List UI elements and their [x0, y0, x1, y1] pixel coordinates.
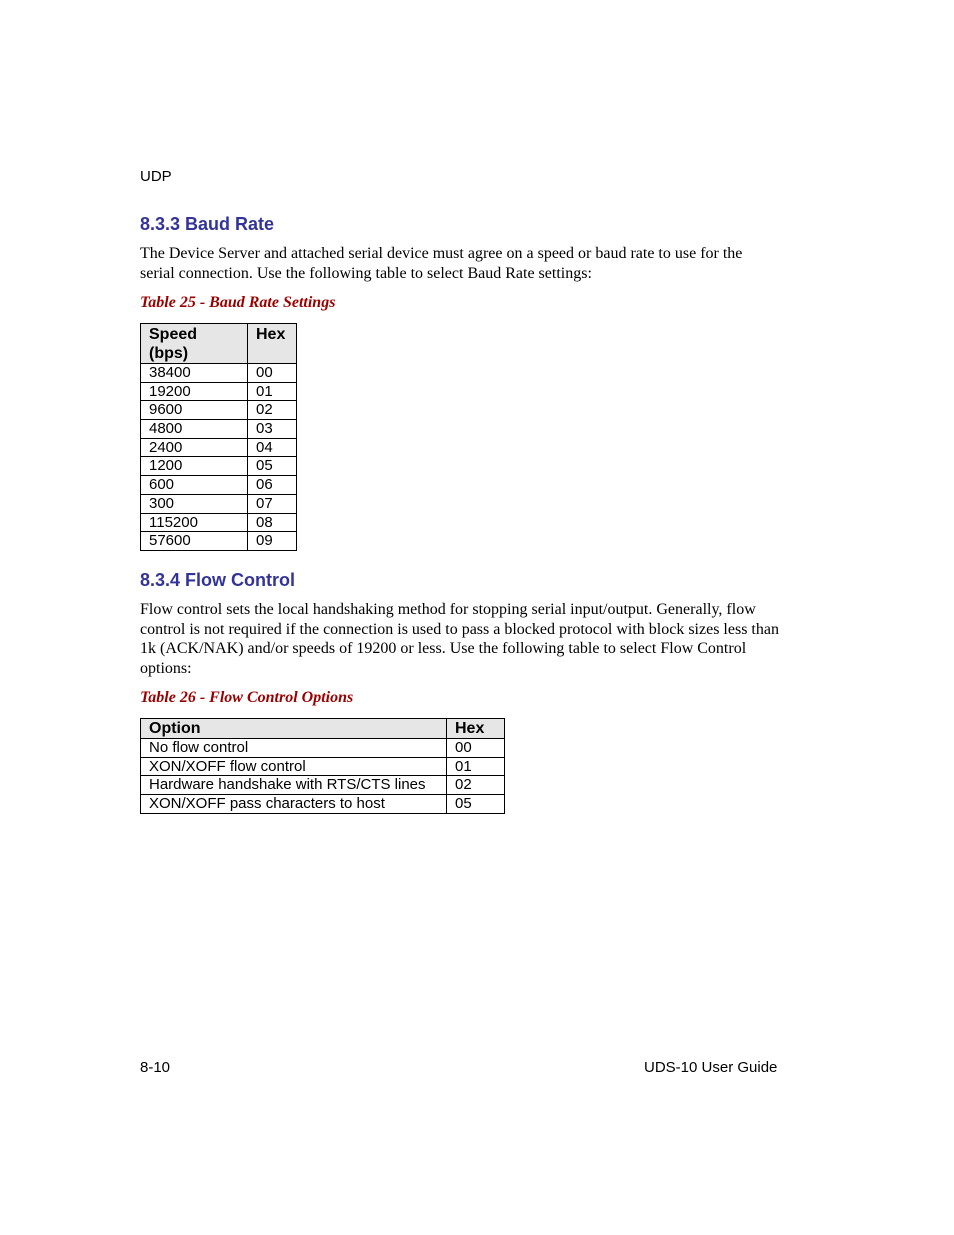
option-cell: XON/XOFF flow control [141, 757, 447, 776]
table-row [141, 382, 297, 401]
table-row [141, 364, 297, 383]
baud-rate-table-caption: Table 25 - Baud Rate Settings [140, 294, 336, 311]
hex-cell: 02 [447, 776, 505, 795]
baud-rate-paragraph: The Device Server and attached serial device must agree on a speed or baud rate to use for the serial connection. Use the following table to select Baud Rate settings: [140, 245, 743, 282]
option-cell: XON/XOFF pass characters to host [141, 795, 447, 814]
table-row [141, 438, 297, 457]
table-row [141, 757, 505, 776]
previous-section-text: UDP [140, 168, 172, 185]
table-row [141, 532, 297, 551]
hex-cell: 06 [248, 476, 297, 495]
speed-cell: 300 [141, 494, 248, 513]
flow-control-table-caption: Table 26 - Flow Control Options [140, 689, 354, 706]
table-row [141, 420, 297, 439]
hex-cell: 05 [447, 795, 505, 814]
speed-cell: 57600 [141, 532, 248, 551]
column-header-hex: Hex [248, 324, 297, 364]
table-row [141, 457, 297, 476]
document-title-footer: UDS-10 User Guide [644, 1059, 778, 1076]
speed-cell: 4800 [141, 420, 248, 439]
hex-cell: 04 [248, 438, 297, 457]
speed-cell: 2400 [141, 438, 248, 457]
speed-cell: 19200 [141, 382, 248, 401]
section-heading-baud-rate: 8.3.3 Baud Rate [140, 214, 275, 234]
table-header-row [141, 324, 297, 364]
column-header-option: Option [141, 719, 447, 739]
hex-cell: 01 [248, 382, 297, 401]
table-row [141, 739, 505, 758]
hex-cell: 01 [447, 757, 505, 776]
speed-cell: 1200 [141, 457, 248, 476]
speed-cell: 115200 [141, 513, 248, 532]
section-heading-flow-control: 8.3.4 Flow Control [140, 570, 296, 590]
table-row [141, 494, 297, 513]
hex-cell: 03 [248, 420, 297, 439]
table-row [141, 795, 505, 814]
page-number: 8-10 [140, 1059, 171, 1076]
option-cell: Hardware handshake with RTS/CTS lines [141, 776, 447, 795]
table-row [141, 476, 297, 495]
hex-cell: 08 [248, 513, 297, 532]
table-header-row [141, 719, 505, 739]
table-row [141, 513, 297, 532]
flow-control-paragraph: Flow control sets the local handshaking method for stopping serial input/output. Generally, flow control is not required if the connection is used to pass a blocked protocol with block sizes less than 1k (ACK/NAK) and/or speeds of 19200 or less. Use the following table to select Flow Control options: [140, 601, 779, 678]
speed-cell: 600 [141, 476, 248, 495]
hex-cell: 07 [248, 494, 297, 513]
hex-cell: 09 [248, 532, 297, 551]
speed-cell: 9600 [141, 401, 248, 420]
table-row [141, 401, 297, 420]
hex-cell: 02 [248, 401, 297, 420]
option-cell: No flow control [141, 739, 447, 758]
hex-cell: 00 [447, 739, 505, 758]
flow-control-table [140, 718, 505, 814]
column-header-speed: Speed (bps) [141, 324, 248, 364]
hex-cell: 05 [248, 457, 297, 476]
speed-cell: 38400 [141, 364, 248, 383]
baud-rate-table [140, 323, 297, 551]
table-row [141, 776, 505, 795]
column-header-hex: Hex [447, 719, 505, 739]
hex-cell: 00 [248, 364, 297, 383]
